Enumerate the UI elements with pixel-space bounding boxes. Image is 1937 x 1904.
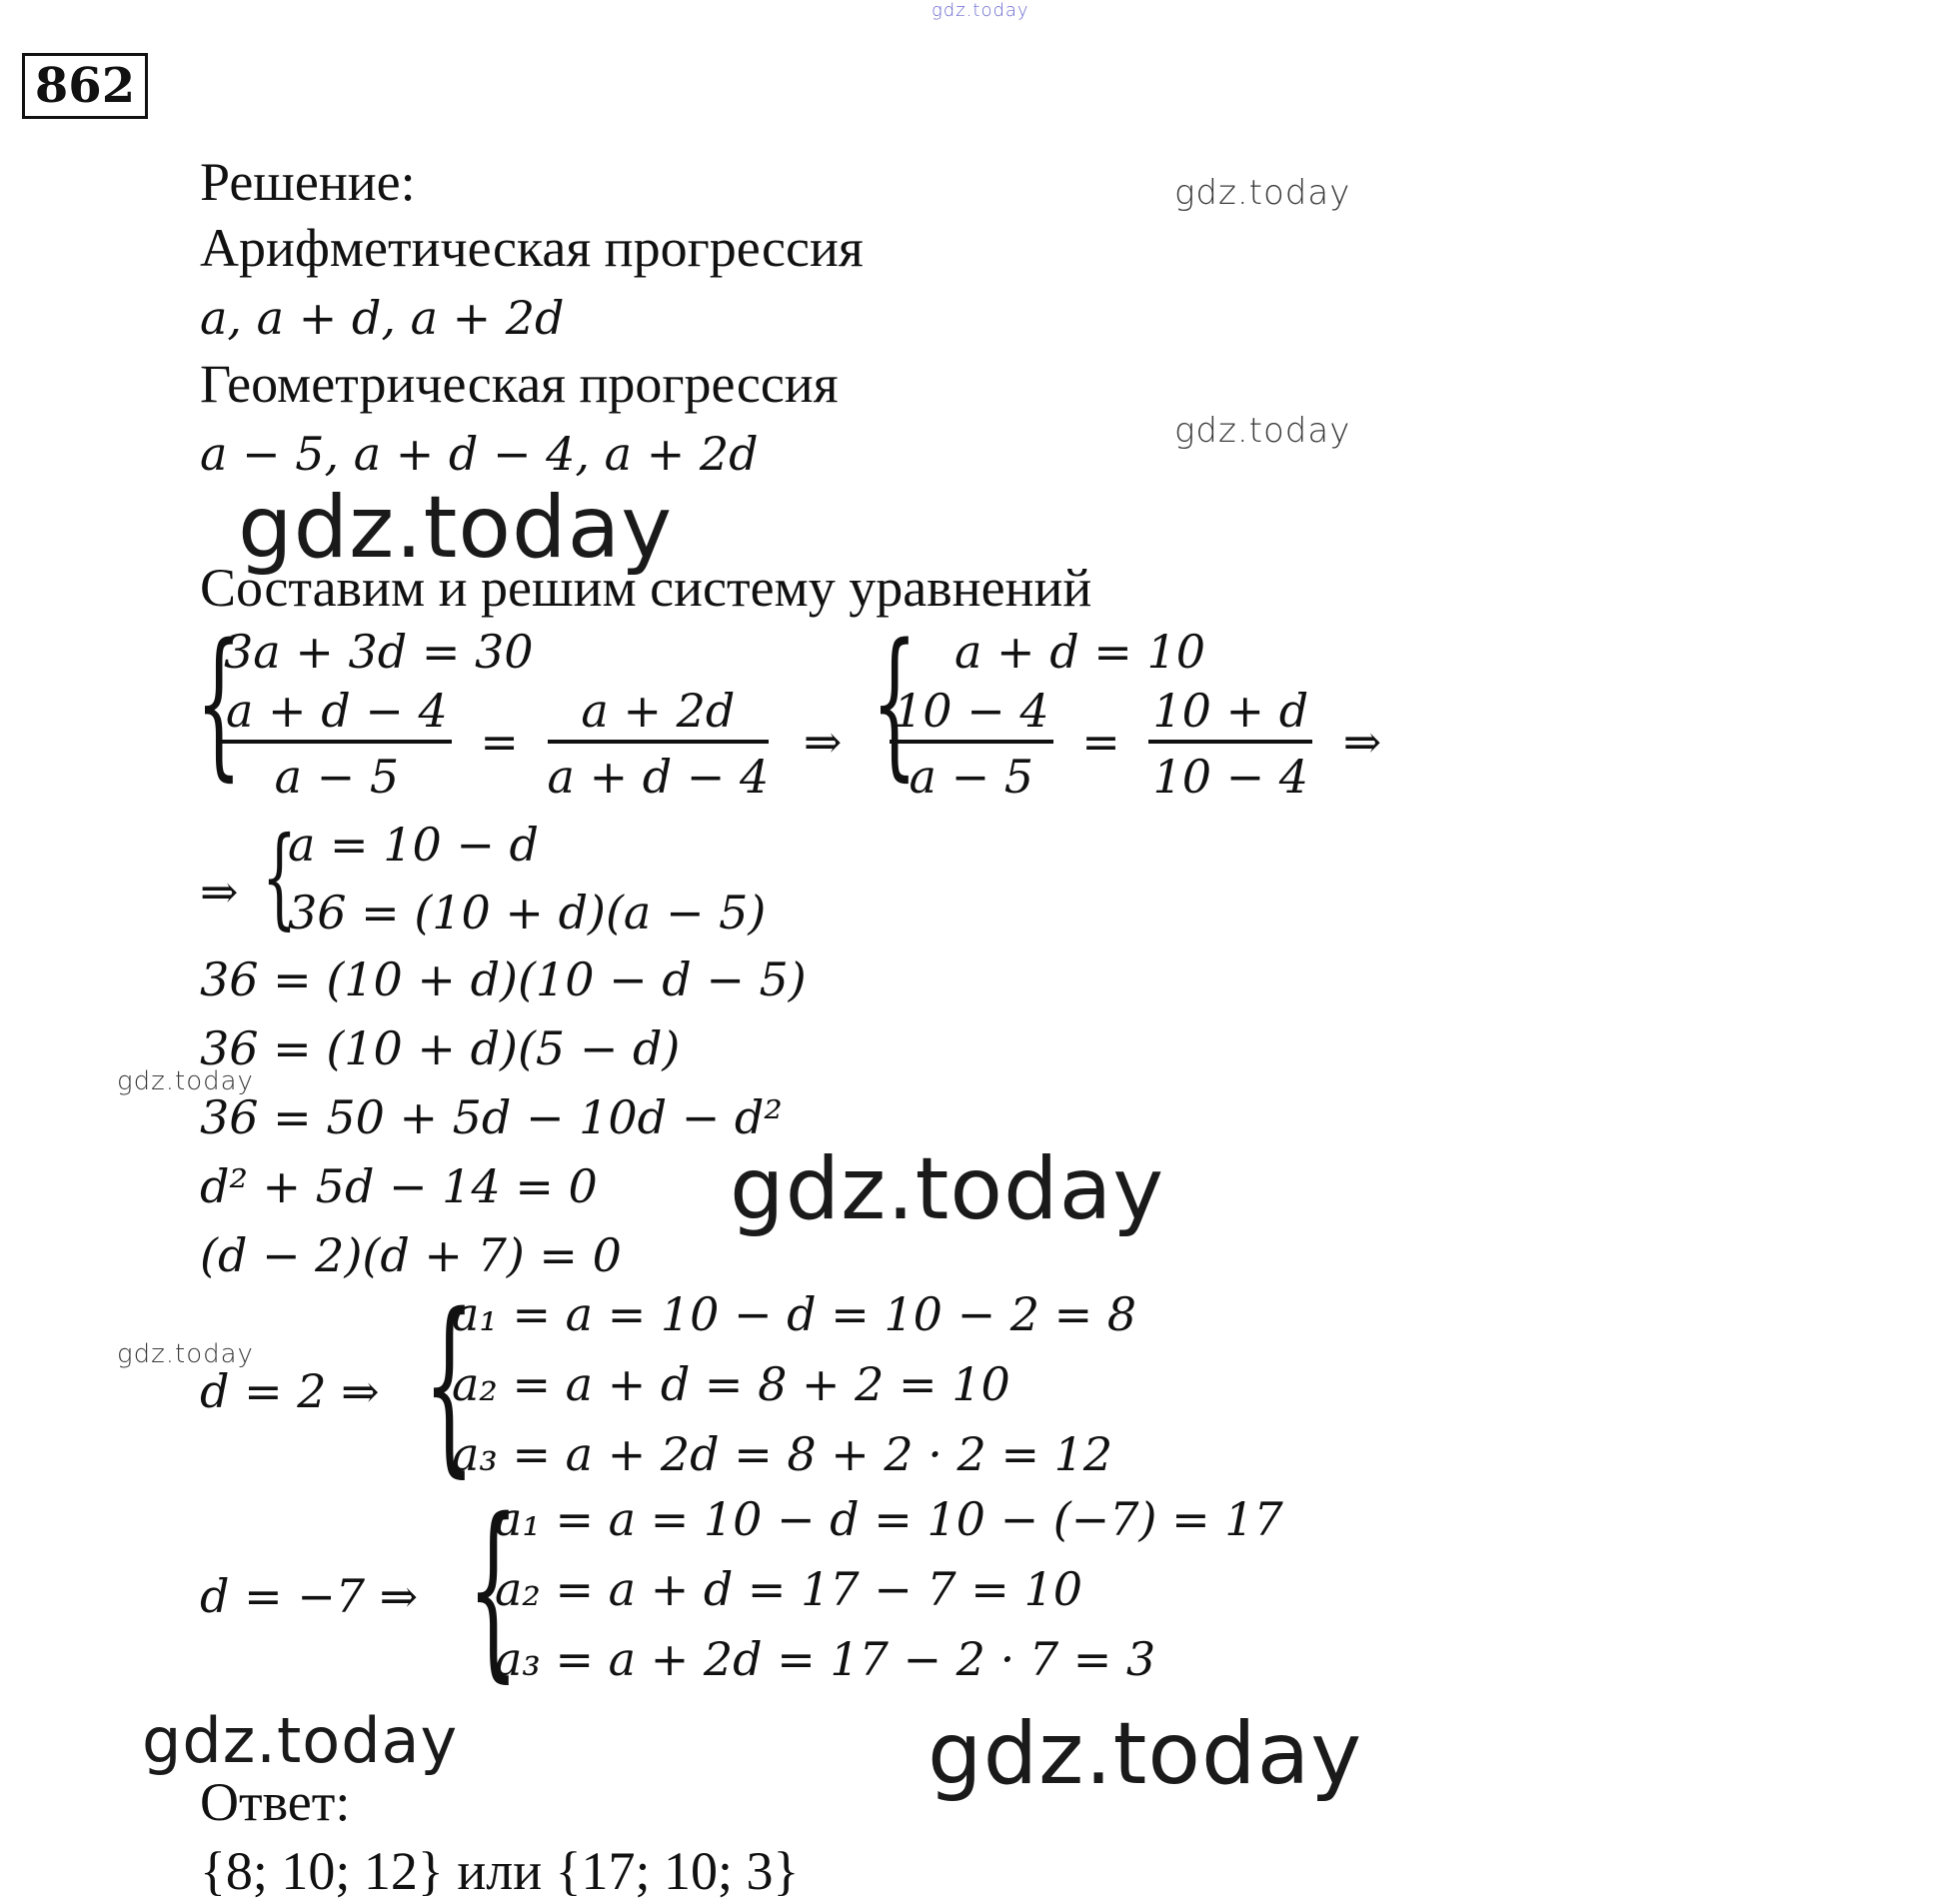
case-1-row-1: a₁ = a = 10 − d = 10 − 2 = 8	[452, 1287, 1137, 1341]
sys1-eq1: 3a + 3d = 30	[224, 625, 534, 679]
watermark-left-1: gdz.today	[117, 1066, 254, 1096]
watermark-left-3: gdz.today	[142, 1704, 459, 1777]
case-2-row-3: a₃ = a + 2d = 17 − 2 · 7 = 3	[495, 1632, 1156, 1686]
sys3-eq2: 36 = (10 + d)(a − 5)	[288, 886, 767, 940]
equals-sign: =	[1081, 715, 1120, 769]
watermark-right-1: gdz.today	[1174, 173, 1351, 213]
denominator: a + d − 4	[547, 750, 770, 804]
system-title: Составим и решим систему уравнений	[200, 558, 1092, 618]
watermark-large-2: gdz.today	[730, 1139, 1165, 1239]
denominator: 10 − 4	[1152, 750, 1309, 804]
case-1-row-2: a₂ = a + d = 8 + 2 = 10	[452, 1357, 1010, 1411]
answer-label: Ответ:	[200, 1772, 351, 1832]
geom-terms: a − 5, a + d − 4, a + 2d	[200, 427, 759, 481]
fraction	[548, 682, 770, 810]
fraction	[890, 682, 1053, 810]
watermark-right-2: gdz.today	[1174, 411, 1351, 451]
denominator: a − 5	[274, 750, 400, 804]
system-2-brace: {	[872, 609, 918, 796]
numerator: 10 + d	[1148, 682, 1312, 744]
sys2-eq1: a + d = 10	[955, 625, 1205, 679]
fraction	[1148, 682, 1312, 810]
case-2-brace: {	[468, 1478, 519, 1699]
watermark-top: gdz.today	[932, 0, 1029, 21]
arith-terms: a, a + d, a + 2d	[200, 291, 565, 345]
implies-arrow: ⇒	[1342, 715, 1382, 769]
equals-sign: =	[480, 715, 519, 769]
system-1-brace: {	[196, 609, 242, 796]
arith-title: Арифметическая прогрессия	[200, 218, 864, 278]
case-1-row-3: a₃ = a + 2d = 8 + 2 · 2 = 12	[452, 1427, 1113, 1481]
case-1-lhs: d = 2 ⇒	[200, 1364, 380, 1418]
numerator: 10 − 4	[890, 682, 1053, 744]
numerator: a + 2d	[548, 682, 770, 744]
case-1-brace: {	[424, 1273, 475, 1494]
problem-number: 862	[22, 53, 148, 119]
watermark-large-3: gdz.today	[928, 1704, 1363, 1804]
geom-title: Геометрическая прогрессия	[200, 354, 839, 414]
watermark-left-2: gdz.today	[117, 1339, 254, 1369]
step-2: 36 = (10 + d)(5 − d)	[200, 1021, 681, 1075]
solution-label: Решение:	[200, 152, 416, 212]
step-4: d² + 5d − 14 = 0	[200, 1159, 598, 1213]
case-2-lhs: d = −7 ⇒	[200, 1569, 419, 1623]
step-1: 36 = (10 + d)(10 − d − 5)	[200, 952, 807, 1006]
sys2-eq2	[890, 682, 1381, 810]
step-3: 36 = 50 + 5d − 10d − d²	[200, 1090, 783, 1144]
sys1-eq2	[222, 682, 842, 810]
fraction	[222, 682, 452, 810]
numerator: a + d − 4	[222, 682, 452, 744]
implies-arrow: ⇒	[200, 865, 239, 919]
step-5: (d − 2)(d + 7) = 0	[200, 1228, 622, 1282]
sys3-eq1: a = 10 − d	[288, 818, 539, 872]
system-3-brace: {	[262, 813, 297, 941]
implies-arrow: ⇒	[803, 715, 843, 769]
case-2-row-1: a₁ = a = 10 − d = 10 − (−7) = 17	[495, 1492, 1283, 1546]
case-2-row-2: a₂ = a + d = 17 − 7 = 10	[495, 1562, 1083, 1616]
denominator: a − 5	[909, 750, 1034, 804]
answer-value: {8; 10; 12} или {17; 10; 3}	[200, 1841, 800, 1901]
watermark-large-1: gdz.today	[238, 478, 674, 578]
